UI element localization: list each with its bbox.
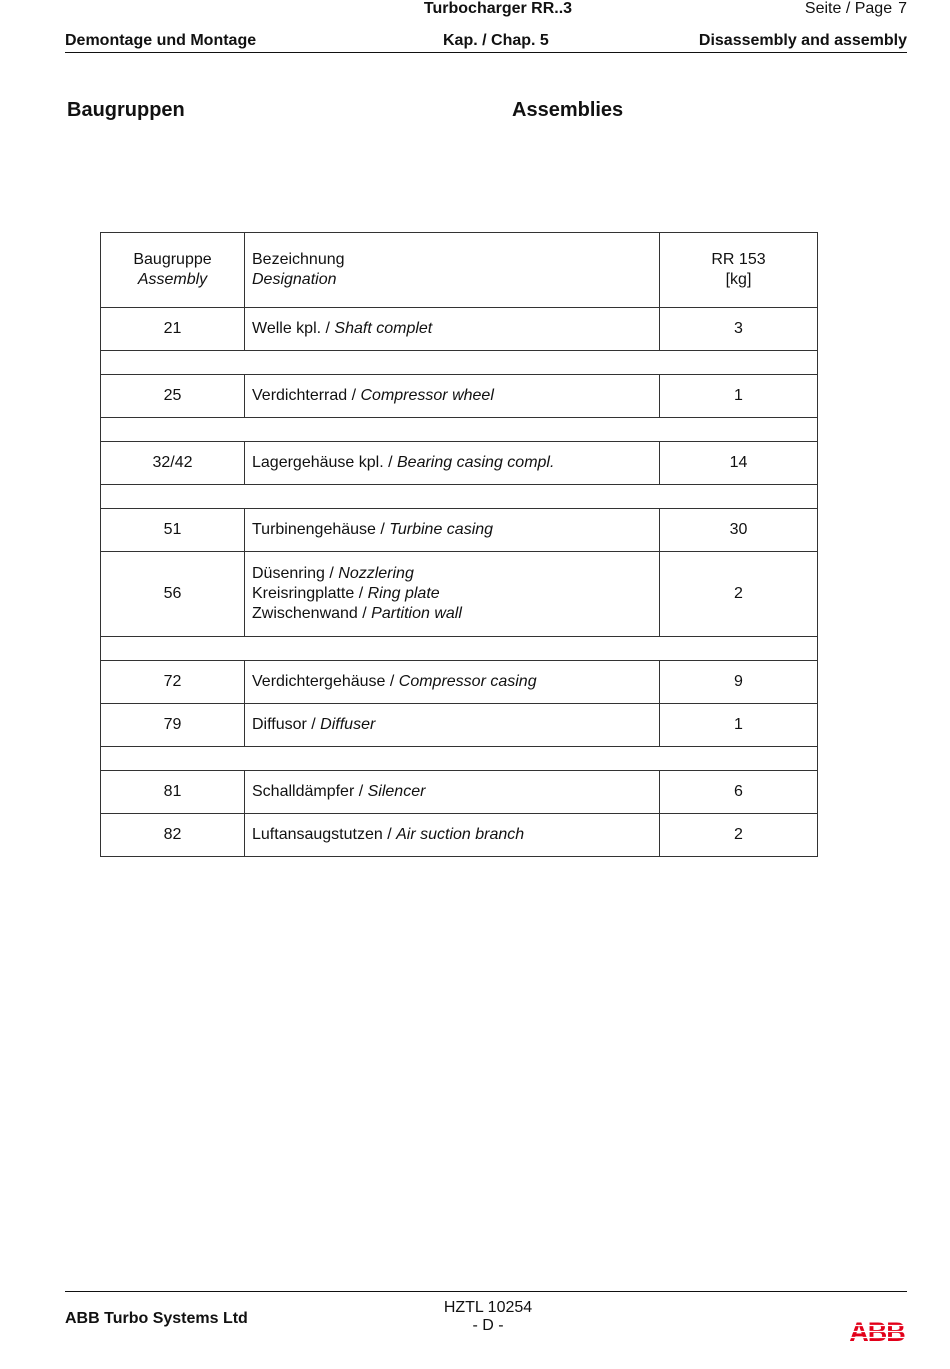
- table-row: [101, 552, 818, 637]
- assembly-table: [100, 232, 818, 857]
- header-designation-de: Bezeichnung: [252, 251, 345, 268]
- heading-de: Baugruppen: [67, 99, 185, 121]
- assembly-number: 32/42: [101, 442, 245, 485]
- table-row: [101, 814, 818, 857]
- table-row: [101, 661, 818, 704]
- table-header-row: [101, 233, 818, 308]
- designation-line: [252, 782, 659, 802]
- document-title: Turbocharger RR..3: [423, 0, 573, 17]
- weight-value: 14: [660, 442, 818, 485]
- designation-line: [252, 825, 659, 845]
- chapter-label: Kap. / Chap. 5: [443, 32, 549, 49]
- assembly-number: 72: [101, 661, 245, 704]
- designation-de: Verdichterrad /: [252, 387, 361, 404]
- table-row: [101, 704, 818, 747]
- designation-cell: [245, 552, 660, 637]
- spacer-row: [101, 747, 818, 771]
- page-label: Seite / Page: [804, 0, 893, 17]
- doc-number: HZTL 10254: [443, 1299, 533, 1316]
- weight-value: 30: [660, 509, 818, 552]
- document-number: [390, 1299, 586, 1335]
- weight-value: 6: [660, 771, 818, 814]
- assembly-number: 56: [101, 552, 245, 637]
- weight-value: 2: [660, 552, 818, 637]
- spacer-cell: [101, 637, 818, 661]
- table-row: [101, 509, 818, 552]
- designation-line: [252, 584, 659, 604]
- section-title-en: Disassembly and assembly: [698, 32, 907, 49]
- designation-cell: [245, 661, 660, 704]
- header-weight-model: RR 153: [711, 251, 766, 268]
- designation-de: Schalldämpfer /: [252, 783, 368, 800]
- designation-de: Kreisringplatte /: [252, 585, 368, 602]
- header-divider: [65, 52, 907, 53]
- assembly-number: 21: [101, 308, 245, 351]
- header-weight-cell: [660, 233, 818, 308]
- designation-en: Nozzlering: [338, 565, 414, 582]
- spacer-cell: [101, 747, 818, 771]
- designation-line: [252, 672, 659, 692]
- header-assembly-cell: [101, 233, 245, 308]
- company-name: ABB Turbo Systems Ltd: [65, 1310, 248, 1327]
- designation-cell: [245, 814, 660, 857]
- designation-cell: [245, 704, 660, 747]
- designation-line: [252, 319, 659, 339]
- designation-de: Welle kpl. /: [252, 320, 335, 337]
- designation-en: Air suction branch: [396, 826, 525, 843]
- abb-logo: [848, 1318, 906, 1344]
- weight-value: 1: [660, 375, 818, 418]
- table-row: [101, 771, 818, 814]
- assembly-number: 25: [101, 375, 245, 418]
- spacer-row: [101, 418, 818, 442]
- table-row: [101, 308, 818, 351]
- designation-line: [252, 520, 659, 540]
- page-indicator: [805, 0, 907, 18]
- designation-line: [252, 564, 659, 584]
- assembly-number: 82: [101, 814, 245, 857]
- designation-line: [252, 386, 659, 406]
- assembly-number: 81: [101, 771, 245, 814]
- table-row: [101, 442, 818, 485]
- weight-value: 2: [660, 814, 818, 857]
- designation-de: Verdichtergehäuse /: [252, 673, 399, 690]
- designation-en: Silencer: [367, 783, 426, 800]
- designation-de: Luftansaugstutzen /: [252, 826, 397, 843]
- spacer-row: [101, 637, 818, 661]
- header-assembly-de: Baugruppe: [133, 251, 212, 268]
- designation-de: Diffusor /: [252, 716, 321, 733]
- spacer-cell: [101, 351, 818, 375]
- doc-suffix: - D -: [472, 1317, 504, 1334]
- designation-cell: [245, 442, 660, 485]
- designation-cell: [245, 509, 660, 552]
- designation-line: [252, 453, 659, 473]
- abb-logo-text: ABB: [849, 1318, 905, 1344]
- designation-de: Turbinengehäuse /: [252, 521, 390, 538]
- spacer-cell: [101, 418, 818, 442]
- designation-de: Düsenring /: [252, 565, 339, 582]
- designation-en: Shaft complet: [334, 320, 433, 337]
- designation-line: [252, 604, 659, 624]
- designation-cell: [245, 771, 660, 814]
- designation-en: Ring plate: [367, 585, 440, 602]
- footer-divider: [65, 1291, 907, 1292]
- header-designation-en: Designation: [252, 271, 337, 288]
- spacer-row: [101, 485, 818, 509]
- spacer-row: [101, 351, 818, 375]
- designation-cell: [245, 308, 660, 351]
- weight-value: 9: [660, 661, 818, 704]
- designation-en: Compressor wheel: [360, 387, 494, 404]
- table-row: [101, 375, 818, 418]
- assembly-number: 79: [101, 704, 245, 747]
- header-assembly-en: Assembly: [137, 271, 208, 288]
- designation-cell: [245, 375, 660, 418]
- designation-de: Zwischenwand /: [252, 605, 372, 622]
- designation-de: Lagergehäuse kpl. /: [252, 454, 397, 471]
- header-designation-cell: [245, 233, 660, 308]
- page-number: 7: [898, 0, 907, 17]
- weight-value: 1: [660, 704, 818, 747]
- designation-en: Partition wall: [371, 605, 462, 622]
- designation-en: Compressor casing: [398, 673, 537, 690]
- spacer-cell: [101, 485, 818, 509]
- section-title-de: Demontage und Montage: [65, 32, 257, 49]
- designation-en: Turbine casing: [389, 521, 494, 538]
- designation-en: Diffuser: [320, 716, 376, 733]
- assembly-number: 51: [101, 509, 245, 552]
- weight-value: 3: [660, 308, 818, 351]
- designation-en: Bearing casing compl.: [397, 454, 555, 471]
- heading-en: Assemblies: [512, 99, 624, 121]
- header-weight-unit: [kg]: [725, 271, 752, 288]
- table-body: [101, 233, 818, 857]
- designation-line: [252, 715, 659, 735]
